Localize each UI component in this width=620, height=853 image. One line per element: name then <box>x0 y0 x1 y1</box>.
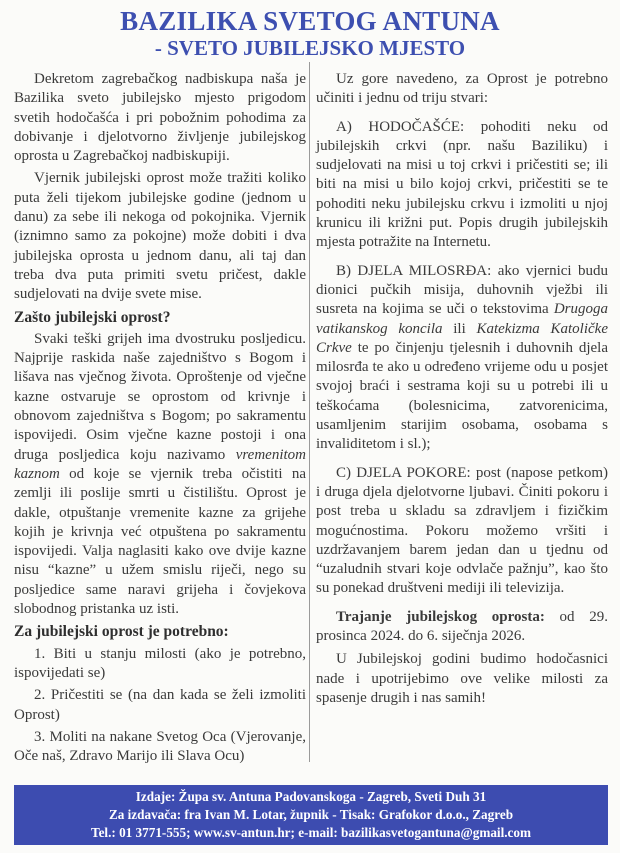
footer-editor: Za izdavača: fra Ivan M. Lotar, župnik - Tisak: Grafokor d.o.o., Zagreb <box>108 807 514 822</box>
paragraph-why <box>14 330 306 619</box>
footer-contact: Tel.: 01 3771-555; www.sv-antun.hr; e-mail: bazilikasvetogantuna@gmail.com <box>90 825 531 840</box>
text: Svaki teški grijeh ima dvostruku posljedicu. Najprije raskida naše zajedništvo s Bogom i lišava nas vječnog života. Oproštenje od vječne kazne ostvaruje se oprostom od krivnje i obnovom zajedništva s Bogom; po sakramentu ispovijedi. Osim vječne kazne postoji i ona druga posljedica koju nazivamo <box>14 330 306 463</box>
item-label: C) DJELA POKORE: <box>336 464 471 481</box>
item-penance <box>316 464 608 599</box>
footer-publisher: Izdaje: Župa sv. Antuna Padovanskoga - Zagreb, Sveti Duh 31 <box>135 789 487 804</box>
italic-term: vremenitom kaznom <box>14 446 306 482</box>
item-mercy <box>316 262 608 455</box>
paragraph-intro-right: Uz gore navedeno, za Oprost je potrebno učiniti i jednu od triju stvari: <box>316 71 608 107</box>
duration-dates: od 29. prosinca 2024. do 6. siječnja 2026. <box>316 608 608 645</box>
item-label: B) DJELA MILOSRĐA: <box>336 262 492 279</box>
italic-term: Drugoga vatikanskog koncila <box>316 301 608 337</box>
duration <box>316 608 608 647</box>
list-item: 1. Biti u stanju milosti (ako je potrebno, ispovijedati se) <box>14 645 306 681</box>
page-title: BAZILIKA SVETOG ANTUNA <box>120 6 500 36</box>
publisher-footer <box>14 785 608 845</box>
paragraph-believer: Vjernik jubilejski oprost može tražiti koliko puta želi tijekom jubilejske godine (jednom u danu) za sebe ili nekoga od pokojnika. Vjernik (iznimno samo za pokojne) može dobiti i dva jubilejska oprosta u jednom danu, ali taj dan treba dva puta primiti svetu pričest, dakle sudjelovati na dvije svete mise. <box>14 170 306 303</box>
list-item: 2. Pričestiti se (na dan kada se želi izmoliti Oprost) <box>14 687 306 723</box>
text: pohoditi neku od jubilejskih crkvi (npr. našu Baziliku) i sudjelovati na misi u toj crkvi i pričestiti se; ili biti na misi u bilo kojoj crkvi, pričestiti se te pohoditi neku jubilejsku crkvu i izmoliti u njoj krunicu ili križni put. Popis drugih jubilejskih mjesta potražite na Internetu. <box>316 118 608 251</box>
left-column <box>14 70 306 769</box>
heading-requirements: Za jubilejski oprost je potrebno: <box>14 623 229 641</box>
text: post (napose petkom) i druga djela djelotvorne ljubavi. Činiti pokoru i post treba u skladu sa zdravljem i fizičkim mogućnostima. Pokoru možemo vršiti i uzdržavanjem barem jedan dan u tjednu od “uzaludnih stvari koje odvlače pažnju”, kao što su ponekad društveni mediji ili televizija. <box>316 464 608 597</box>
text: ili <box>442 320 477 337</box>
italic-term: Katekizma Katoličke Crkve <box>316 320 608 356</box>
closing-paragraph: U Jubilejskoj godini budimo hodočasnici nade i upotrijebimo ove velike milosti za spasenje drugih i nas samih! <box>316 651 608 706</box>
heading-why: Zašto jubilejski oprost? <box>14 308 171 326</box>
right-column <box>316 70 608 717</box>
text: ako vjernici budu dionici pučkih misija, duhovnih vježbi ili susreta na kojima se uči o tekstovima <box>316 262 608 318</box>
text: te po činjenju tjelesnih i duhovnih djela milosrđa te ako u određeno vrijeme odu u posjet svojoj braći i sestrama koji su u potrebi ili u teškoćama (bolesnicima, zatvorenicima, usamljenim starijim osobama, osobama s invaliditetom i sl.); <box>316 339 608 453</box>
duration-label: Trajanje jubilejskog oprosta: <box>336 608 545 625</box>
column-divider <box>309 62 310 762</box>
item-pilgrimage <box>316 118 608 253</box>
list-item: 3. Moliti na nakane Svetog Oca (Vjerovanje, Oče naš, Zdravo Marijo ili Slava Ocu) <box>14 728 306 765</box>
item-label: A) HODOČAŠĆE: <box>336 118 465 135</box>
intro-paragraph: Dekretom zagrebačkog nadbiskupa naša je Bazilika sveto jubilejsko mjesto prigodom svetih hodočašća i pri pobožnim pohodima za dobivanje i djelotvorno življenje jubilejskog oprosta u Zagrebačkoj nadbiskupiji. <box>14 71 306 165</box>
page-subtitle: - SVETO JUBILEJSKO MJESTO <box>154 36 466 60</box>
text: od koje se vjernik treba očistiti na zemlji ili poslije smrti u čistilištu. Oprost je dakle, otpuštanje vremenite kazne za grijehe kojih je krivnja već otpuštena po sakramentu ispovijedi. Valja naglasiti kako ove dvije kazne nisu “kazne” u užem smislu riječi, nego su posljedice same naravi grijeha i čovjekova slobodnog pristanka uz isti. <box>14 465 306 618</box>
